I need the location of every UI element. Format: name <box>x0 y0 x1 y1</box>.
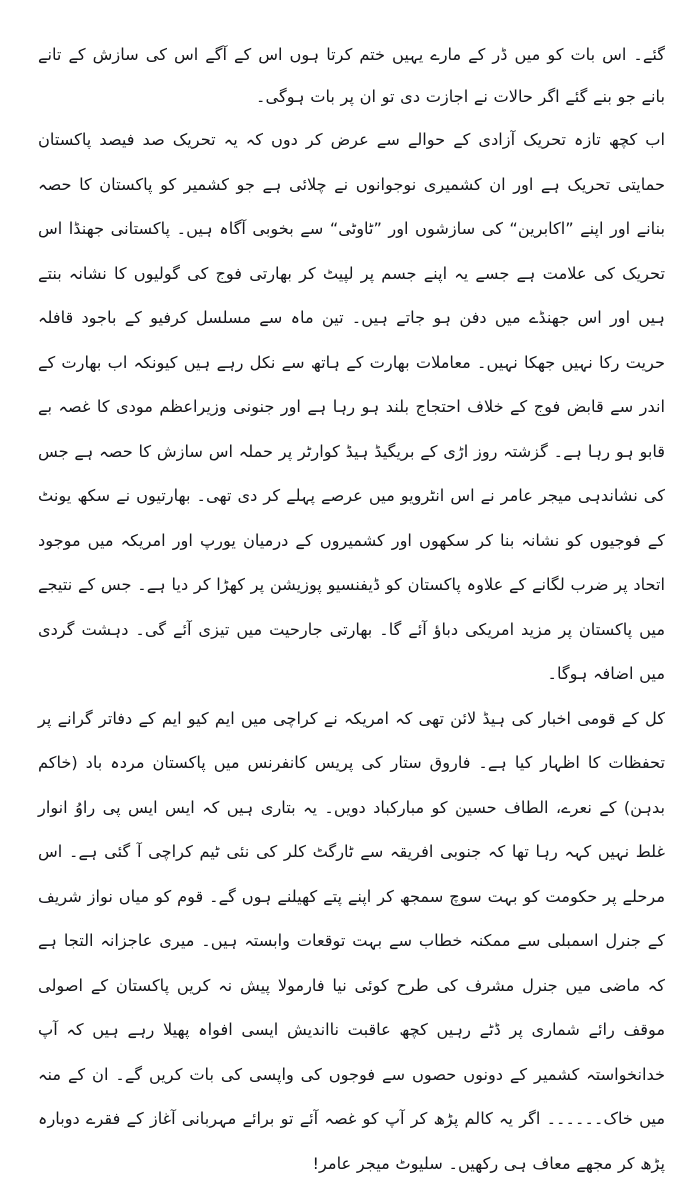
paragraph-3: کل کے قومی اخبار کی ہیڈ لائن تھی کہ امریکہ نے کراچی میں ایم کیو ایم کے دفاتر گرانے پر تحفظات کا اظہار کیا ہے۔ فاروق ستار کی پریس کانفرنس میں پاکستان مردہ باد (خاکم بدہن) کے نعرے، الطاف حسین کو مبارکباد دویں۔ یہ بتاری ہیں کہ ایس ایس پی راوُ انوار غلط نہیں کہہ رہا تھا کہ جنوبی افریقہ سے ٹارگٹ کلر کی نئی ٹیم کراچی آ گئی ہے۔ اس مرحلے پر حکومت کو بہت سوچ سمجھ کر اپنے پتے کھیلنے ہوں گے۔ قوم کو میاں نواز شریف کے جنرل اسمبلی سے ممکنہ خطاب سے بہت توقعات وابستہ ہیں۔ میری عاجزانہ التجا ہے کہ ماضی میں جنرل مشرف کی طرح کوئی نیا فارمولا پیش نہ کریں پاکستان کے اصولی موقف رائے شماری پر ڈٹے رہیں کچھ عاقبت نااندیش ایسی افواہ پھیلا رہے ہیں کہ آپ خدانخواستہ کشمیر کے دونوں حصوں سے فوجوں کی واپسی کی بات کریں گے۔ ان کے منہ میں خاک۔۔۔۔۔۔ اگر یہ کالم پڑھ کر آپ کو غصہ آئے تو برائے مہربانی آغاز کے فقرے دوبارہ پڑھ کر مجھے معاف ہی رکھیں۔ سلیوٹ میجر عامر! <box>38 697 665 1186</box>
paragraph-2: اب کچھ تازہ تحریک آزادی کے حوالے سے عرض کر دوں کہ یہ تحریک صد فیصد پاکستان حمایتی تحریک ہے اور ان کشمیری نوجوانوں نے چلائی ہے جو کشمیر کو پاکستان کا حصہ بنانے اور اپنے ”اکابرین“ کی سازشوں اور ”ٹاوٹی“ سے بخوبی آگاہ ہیں۔ پاکستانی جھنڈا اس تحریک کی علامت ہے جسے یہ اپنے جسم پر لپیٹ کر بھارتی فوج کی گولیوں کا نشانہ بنتے ہیں اور اس جھنڈے میں دفن ہو جاتے ہیں۔ تین ماہ سے مسلسل کرفیو کے باجود قافلہ حریت رکا نہیں جھکا نہیں۔ معاملات بھارت کے ہاتھ سے نکل رہے ہیں کیونکہ اب بھارت کے اندر سے قابض فوج کے خلاف احتجاج بلند ہو رہا ہے اور جنونی وزیراعظم مودی کا غصہ بے قابو ہو رہا ہے۔ گزشتہ روز اڑی کے بریگیڈ ہیڈ کوارٹر پر حملہ اس سازش کا حصہ ہے جس کی نشاندہی میجر عامر نے اس انٹرویو میں عرصے پہلے کر دی تھی۔ بھارتیوں نے سکھ یونٹ کے فوجیوں کو نشانہ بنا کر سکھوں اور کشمیروں کے درمیان یورپ اور امریکہ میں موجود اتحاد پر ضرب لگانے کے علاوہ پاکستان کو ڈیفنسیو پوزیشن پر کھڑا کر دیا ہے۔ جس کے نتیجے میں پاکستان پر مزید امریکی دباؤ آئے گا۔ بھارتی جارحیت میں تیزی آئے گی۔ دہشت گردی میں اضافہ ہوگا۔ <box>38 118 665 697</box>
paragraph-1: گئے۔ اس بات کو میں ڈر کے مارے یہیں ختم کرتا ہوں اس کے آگے اس کی سازش کے تانے بانے جو بنے گئے اگر حالات نے اجازت دی تو ان پر بات ہوگی۔ <box>38 34 665 118</box>
article-body <box>38 34 665 1186</box>
